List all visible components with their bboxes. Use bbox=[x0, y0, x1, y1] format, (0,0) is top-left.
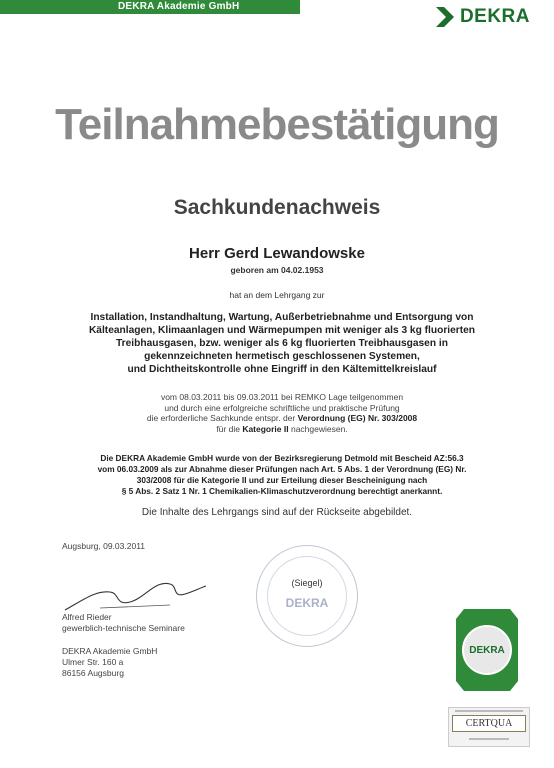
course-intro: hat an dem Lehrgang zur bbox=[229, 290, 325, 300]
certqua-text: CERTQUA bbox=[452, 715, 526, 732]
scope-line: Treibhausgasen, bzw. weniger als 6 kg fluorierten Treibhausgasen in bbox=[116, 338, 448, 349]
signature bbox=[60, 572, 210, 614]
approval-line: Die DEKRA Akademie GmbH wurde von der Bezirksregierung Detmold mit Bescheid AZ:56.3 bbox=[100, 453, 464, 463]
signer-role: gewerblich-technische Seminare bbox=[62, 623, 185, 633]
course-scope bbox=[60, 311, 504, 376]
signer-name: Alfred Rieder bbox=[62, 612, 112, 622]
period-line: und durch eine erfolgreiche schriftliche und praktische Prüfung bbox=[164, 402, 400, 413]
seal-label: (Siegel) bbox=[291, 578, 323, 588]
participant-name: Herr Gerd Lewandowske bbox=[189, 245, 365, 262]
approval-line: vom 06.03.2009 als zur Abnahme dieser Prüfungen nach Art. 5 Abs. 1 der Verordnung (EG) Nr. bbox=[97, 464, 467, 474]
certqua-fine-print bbox=[455, 710, 523, 712]
period-line: die erforderliche Sachkunde entspr. der Verordnung (EG) Nr. 303/2008 bbox=[146, 413, 418, 423]
address-line: Ulmer Str. 160 a bbox=[62, 657, 124, 667]
scope-line: Kälteanlagen, Klimaanlagen und Wärmepumpen mit weniger als 3 kg fluorierten bbox=[88, 325, 476, 336]
contents-note: Die Inhalte des Lehrgangs sind auf der Rückseite abgebildet. bbox=[141, 507, 413, 518]
certificate-title: Teilnahmebestätigung bbox=[55, 100, 499, 149]
approval-statement bbox=[60, 453, 504, 497]
scope-line: und Dichtheitskontrolle ohne Eingriff in den Kältemittelkreislauf bbox=[127, 364, 437, 375]
address-line: 86156 Augsburg bbox=[62, 668, 124, 678]
org-name: DEKRA Akademie GmbH bbox=[118, 1, 240, 12]
course-period bbox=[80, 392, 484, 434]
approval-line: § 5 Abs. 2 Satz 1 Nr. 1 Chemikalien-Klimaschutzverordnung berechtigt anerkannt. bbox=[121, 486, 443, 496]
scope-line: Installation, Instandhaltung, Wartung, Außerbetriebnahme und Entsorgung von bbox=[90, 312, 474, 323]
place-date: Augsburg, 09.03.2011 bbox=[62, 541, 146, 551]
certqua-badge bbox=[448, 707, 530, 747]
signer-block bbox=[62, 612, 185, 634]
scope-line: gekennzeichneten hermetisch geschlossenen Systemen, bbox=[144, 351, 420, 362]
address-line: DEKRA Akademie GmbH bbox=[62, 646, 158, 656]
address-block bbox=[62, 646, 157, 679]
dekra-arrow-icon bbox=[436, 7, 454, 27]
approval-line: 303/2008 für die Kategorie II und zur Erteilung dieser Bescheinigung nach bbox=[136, 475, 428, 485]
birth-date: geboren am 04.02.1953 bbox=[230, 265, 324, 275]
header-org-bar bbox=[0, 0, 300, 14]
badge-text: DEKRA bbox=[469, 645, 505, 656]
logo-text: DEKRA bbox=[459, 6, 530, 27]
period-line: für die Kategorie II nachgewiesen. bbox=[216, 423, 348, 434]
certificate-subtitle: Sachkundenachweis bbox=[173, 196, 381, 219]
dekra-certified-badge bbox=[456, 609, 518, 691]
official-seal bbox=[256, 545, 358, 647]
period-line: vom 08.03.2011 bis 09.03.2011 bei REMKO Lage teilgenommen bbox=[160, 392, 404, 402]
dekra-logo bbox=[436, 6, 530, 28]
certqua-fine-print bbox=[469, 738, 509, 740]
seal-text: DEKRA bbox=[285, 596, 329, 610]
